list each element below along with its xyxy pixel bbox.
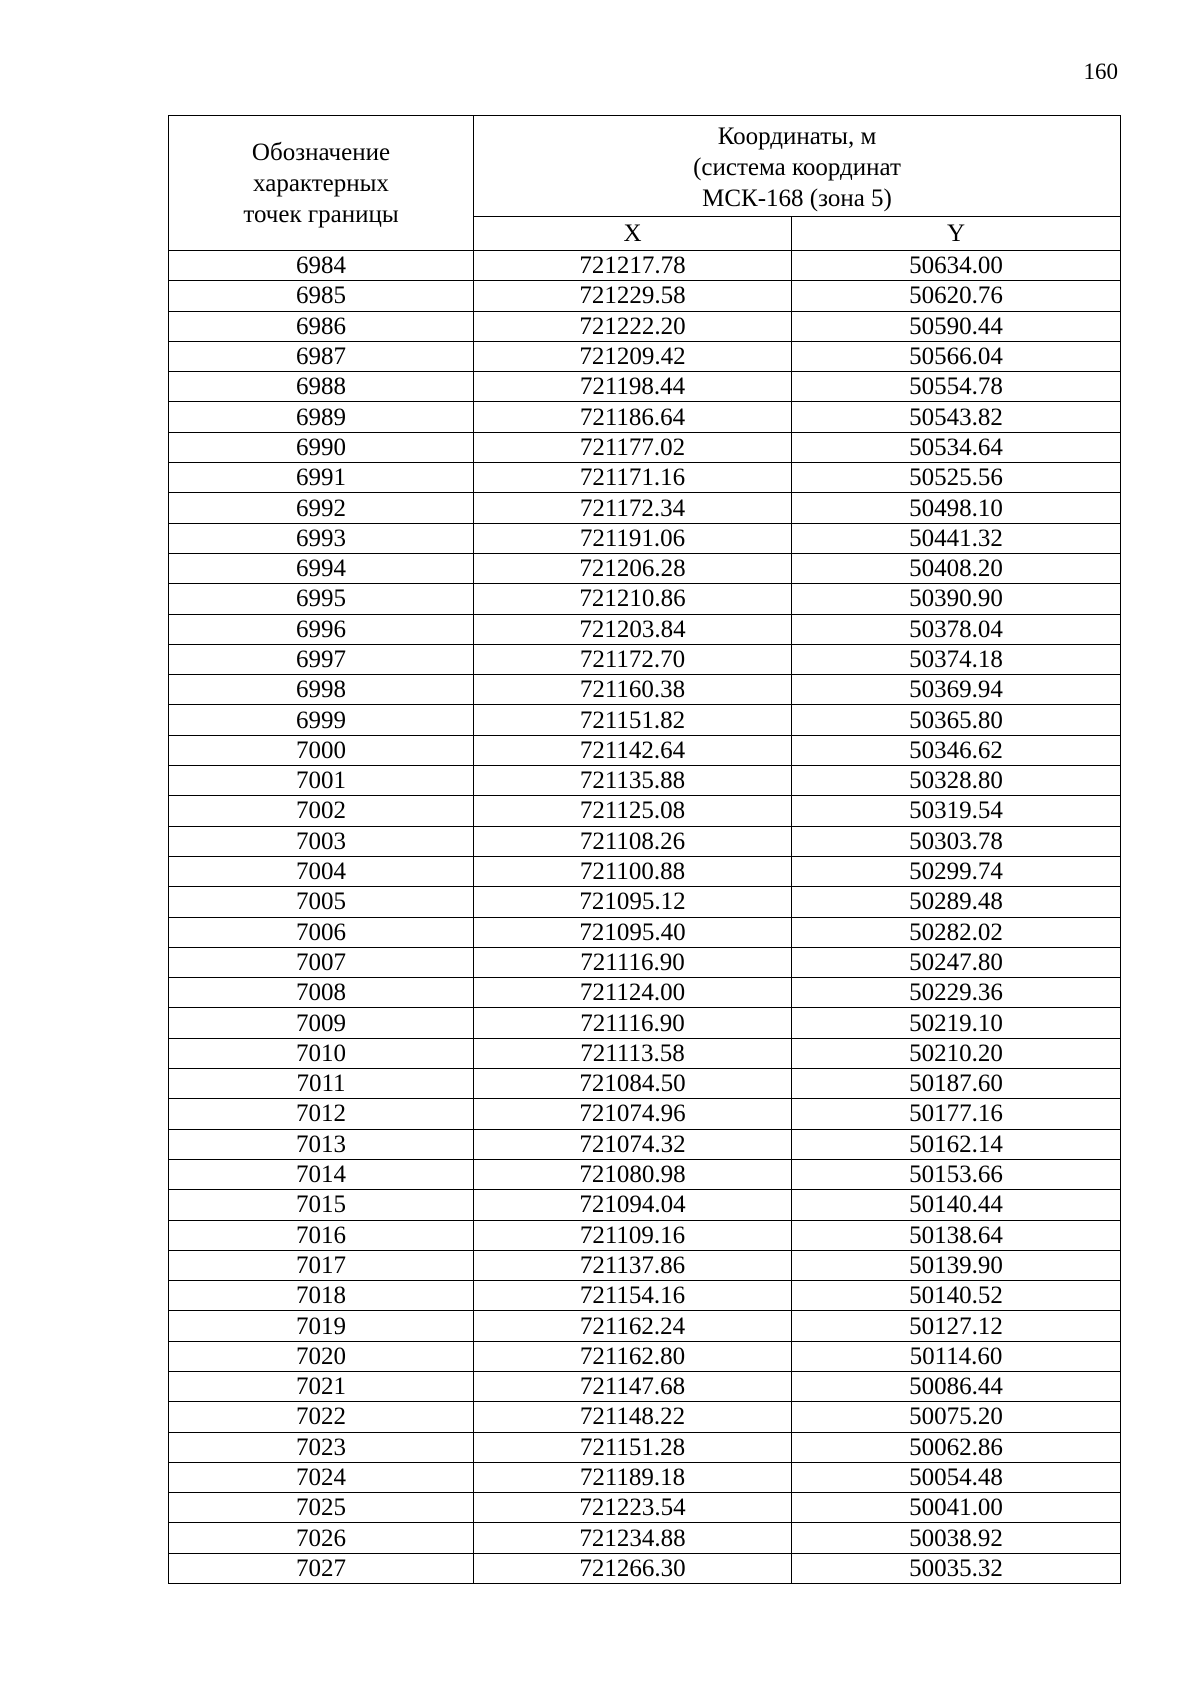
point-cell: 7010 [169, 1038, 474, 1068]
point-cell: 6989 [169, 402, 474, 432]
point-cell: 7014 [169, 1159, 474, 1189]
x-coordinate-cell: 721135.88 [474, 766, 792, 796]
x-coordinate-cell: 721100.88 [474, 856, 792, 886]
x-coordinate-cell: 721234.88 [474, 1523, 792, 1553]
y-coordinate-cell: 50054.48 [792, 1462, 1121, 1492]
x-coordinate-cell: 721229.58 [474, 281, 792, 311]
table-row [169, 1038, 1121, 1068]
table-row [169, 311, 1121, 341]
table-row [169, 917, 1121, 947]
x-coordinate-cell: 721198.44 [474, 372, 792, 402]
y-coordinate-cell: 50534.64 [792, 432, 1121, 462]
point-cell: 6997 [169, 644, 474, 674]
coordinates-header: Координаты, м (система координат МСК-168 (зона 5) [474, 116, 1121, 217]
point-cell: 6990 [169, 432, 474, 462]
point-cell: 7025 [169, 1493, 474, 1523]
point-cell: 6988 [169, 372, 474, 402]
y-coordinate-cell: 50282.02 [792, 917, 1121, 947]
table-row [169, 978, 1121, 1008]
table-row [169, 826, 1121, 856]
point-cell: 7004 [169, 856, 474, 886]
y-coordinate-cell: 50041.00 [792, 1493, 1121, 1523]
point-cell: 7016 [169, 1220, 474, 1250]
table-row [169, 614, 1121, 644]
x-coordinate-cell: 721266.30 [474, 1553, 792, 1583]
y-coordinate-cell: 50086.44 [792, 1371, 1121, 1401]
point-cell: 7011 [169, 1069, 474, 1099]
x-coordinate-cell: 721095.40 [474, 917, 792, 947]
y-coordinate-cell: 50038.92 [792, 1523, 1121, 1553]
table-row [169, 1432, 1121, 1462]
point-cell: 7017 [169, 1250, 474, 1280]
x-coordinate-cell: 721171.16 [474, 463, 792, 493]
x-coordinate-cell: 721172.70 [474, 644, 792, 674]
x-coordinate-cell: 721151.28 [474, 1432, 792, 1462]
x-coordinate-cell: 721084.50 [474, 1069, 792, 1099]
table-row [169, 463, 1121, 493]
table-row [169, 1493, 1121, 1523]
y-coordinate-cell: 50525.56 [792, 463, 1121, 493]
x-coordinate-cell: 721148.22 [474, 1402, 792, 1432]
table-row [169, 251, 1121, 281]
x-coordinate-cell: 721137.86 [474, 1250, 792, 1280]
table-row [169, 432, 1121, 462]
x-coordinate-cell: 721108.26 [474, 826, 792, 856]
table-row [169, 856, 1121, 886]
point-cell: 7024 [169, 1462, 474, 1492]
x-coordinate-cell: 721094.04 [474, 1190, 792, 1220]
x-coordinate-cell: 721116.90 [474, 1008, 792, 1038]
x-coordinate-cell: 721206.28 [474, 553, 792, 583]
point-cell: 7000 [169, 735, 474, 765]
table-row [169, 1220, 1121, 1250]
x-coordinate-cell: 721191.06 [474, 523, 792, 553]
table-row [169, 1129, 1121, 1159]
table-row [169, 947, 1121, 977]
point-cell: 6984 [169, 251, 474, 281]
table-body [169, 251, 1121, 1584]
page-number: 160 [1083, 59, 1118, 84]
point-cell: 6991 [169, 463, 474, 493]
y-coordinate-cell: 50374.18 [792, 644, 1121, 674]
x-coordinate-cell: 721186.64 [474, 402, 792, 432]
y-coordinate-cell: 50408.20 [792, 553, 1121, 583]
y-coordinate-cell: 50139.90 [792, 1250, 1121, 1280]
x-coordinate-cell: 721116.90 [474, 947, 792, 977]
x-coordinate-cell: 721074.96 [474, 1099, 792, 1129]
table-row [169, 1523, 1121, 1553]
y-coordinate-cell: 50289.48 [792, 887, 1121, 917]
point-cell: 7023 [169, 1432, 474, 1462]
table-row [169, 705, 1121, 735]
table-row [169, 1553, 1121, 1583]
y-coordinate-cell: 50378.04 [792, 614, 1121, 644]
x-coordinate-cell: 721177.02 [474, 432, 792, 462]
x-coordinate-cell: 721147.68 [474, 1371, 792, 1401]
table-row [169, 523, 1121, 553]
point-cell: 7003 [169, 826, 474, 856]
table-row [169, 1190, 1121, 1220]
x-coordinate-cell: 721151.82 [474, 705, 792, 735]
point-cell: 7002 [169, 796, 474, 826]
point-cell: 7018 [169, 1281, 474, 1311]
y-coordinate-cell: 50554.78 [792, 372, 1121, 402]
y-coordinate-cell: 50035.32 [792, 1553, 1121, 1583]
y-coordinate-cell: 50498.10 [792, 493, 1121, 523]
y-coordinate-cell: 50219.10 [792, 1008, 1121, 1038]
y-coordinate-cell: 50319.54 [792, 796, 1121, 826]
point-cell: 7021 [169, 1371, 474, 1401]
point-cell: 7022 [169, 1402, 474, 1432]
point-cell: 6994 [169, 553, 474, 583]
y-coordinate-cell: 50590.44 [792, 311, 1121, 341]
table-row [169, 887, 1121, 917]
x-axis-header: X [474, 217, 792, 251]
table-row [169, 1402, 1121, 1432]
table-row [169, 644, 1121, 674]
x-coordinate-cell: 721222.20 [474, 311, 792, 341]
table-row [169, 1069, 1121, 1099]
y-coordinate-cell: 50566.04 [792, 341, 1121, 371]
y-coordinate-cell: 50075.20 [792, 1402, 1121, 1432]
table-row [169, 1371, 1121, 1401]
x-coordinate-cell: 721080.98 [474, 1159, 792, 1189]
y-coordinate-cell: 50299.74 [792, 856, 1121, 886]
x-coordinate-cell: 721203.84 [474, 614, 792, 644]
y-coordinate-cell: 50346.62 [792, 735, 1121, 765]
y-coordinate-cell: 50114.60 [792, 1341, 1121, 1371]
y-axis-header: Y [792, 217, 1121, 251]
point-cell: 6987 [169, 341, 474, 371]
table-row [169, 281, 1121, 311]
table-row [169, 1311, 1121, 1341]
table-row [169, 1341, 1121, 1371]
point-cell: 7020 [169, 1341, 474, 1371]
x-coordinate-cell: 721160.38 [474, 675, 792, 705]
point-cell: 6992 [169, 493, 474, 523]
x-coordinate-cell: 721162.80 [474, 1341, 792, 1371]
x-coordinate-cell: 721125.08 [474, 796, 792, 826]
y-coordinate-cell: 50390.90 [792, 584, 1121, 614]
table-row [169, 766, 1121, 796]
y-coordinate-cell: 50177.16 [792, 1099, 1121, 1129]
x-coordinate-cell: 721109.16 [474, 1220, 792, 1250]
y-coordinate-cell: 50210.20 [792, 1038, 1121, 1068]
y-coordinate-cell: 50369.94 [792, 675, 1121, 705]
point-cell: 7027 [169, 1553, 474, 1583]
y-coordinate-cell: 50162.14 [792, 1129, 1121, 1159]
table-row [169, 1008, 1121, 1038]
x-coordinate-cell: 721209.42 [474, 341, 792, 371]
table-row [169, 1250, 1121, 1280]
x-coordinate-cell: 721074.32 [474, 1129, 792, 1159]
x-coordinate-cell: 721095.12 [474, 887, 792, 917]
y-coordinate-cell: 50140.44 [792, 1190, 1121, 1220]
point-cell: 7013 [169, 1129, 474, 1159]
point-cell: 7005 [169, 887, 474, 917]
table-row [169, 1099, 1121, 1129]
y-coordinate-cell: 50365.80 [792, 705, 1121, 735]
table-row [169, 1159, 1121, 1189]
table-row [169, 1281, 1121, 1311]
x-coordinate-cell: 721217.78 [474, 251, 792, 281]
table-row [169, 493, 1121, 523]
point-cell: 7006 [169, 917, 474, 947]
x-coordinate-cell: 721223.54 [474, 1493, 792, 1523]
point-cell: 6999 [169, 705, 474, 735]
y-coordinate-cell: 50127.12 [792, 1311, 1121, 1341]
table-row [169, 735, 1121, 765]
point-cell: 7008 [169, 978, 474, 1008]
point-cell: 7001 [169, 766, 474, 796]
table-header [169, 116, 1121, 251]
table-row [169, 1462, 1121, 1492]
point-cell: 6996 [169, 614, 474, 644]
table-row [169, 402, 1121, 432]
point-cell: 7009 [169, 1008, 474, 1038]
x-coordinate-cell: 721162.24 [474, 1311, 792, 1341]
y-coordinate-cell: 50634.00 [792, 251, 1121, 281]
point-cell: 6998 [169, 675, 474, 705]
x-coordinate-cell: 721124.00 [474, 978, 792, 1008]
x-coordinate-cell: 721154.16 [474, 1281, 792, 1311]
table-row [169, 796, 1121, 826]
table-row [169, 553, 1121, 583]
point-cell: 6986 [169, 311, 474, 341]
y-coordinate-cell: 50229.36 [792, 978, 1121, 1008]
y-coordinate-cell: 50441.32 [792, 523, 1121, 553]
table-row [169, 584, 1121, 614]
table-row [169, 675, 1121, 705]
y-coordinate-cell: 50543.82 [792, 402, 1121, 432]
point-cell: 7026 [169, 1523, 474, 1553]
table-row [169, 341, 1121, 371]
y-coordinate-cell: 50247.80 [792, 947, 1121, 977]
y-coordinate-cell: 50140.52 [792, 1281, 1121, 1311]
x-coordinate-cell: 721210.86 [474, 584, 792, 614]
point-cell: 7007 [169, 947, 474, 977]
point-cell: 6993 [169, 523, 474, 553]
y-coordinate-cell: 50328.80 [792, 766, 1121, 796]
y-coordinate-cell: 50187.60 [792, 1069, 1121, 1099]
x-coordinate-cell: 721113.58 [474, 1038, 792, 1068]
point-cell: 6995 [169, 584, 474, 614]
y-coordinate-cell: 50138.64 [792, 1220, 1121, 1250]
point-cell: 7015 [169, 1190, 474, 1220]
point-cell: 7012 [169, 1099, 474, 1129]
y-coordinate-cell: 50153.66 [792, 1159, 1121, 1189]
y-coordinate-cell: 50062.86 [792, 1432, 1121, 1462]
y-coordinate-cell: 50620.76 [792, 281, 1121, 311]
coordinates-table [168, 115, 1121, 1584]
point-designation-header: Обозначение характерных точек границы [169, 116, 474, 251]
x-coordinate-cell: 721189.18 [474, 1462, 792, 1492]
table-row [169, 372, 1121, 402]
y-coordinate-cell: 50303.78 [792, 826, 1121, 856]
x-coordinate-cell: 721172.34 [474, 493, 792, 523]
point-cell: 6985 [169, 281, 474, 311]
x-coordinate-cell: 721142.64 [474, 735, 792, 765]
point-cell: 7019 [169, 1311, 474, 1341]
